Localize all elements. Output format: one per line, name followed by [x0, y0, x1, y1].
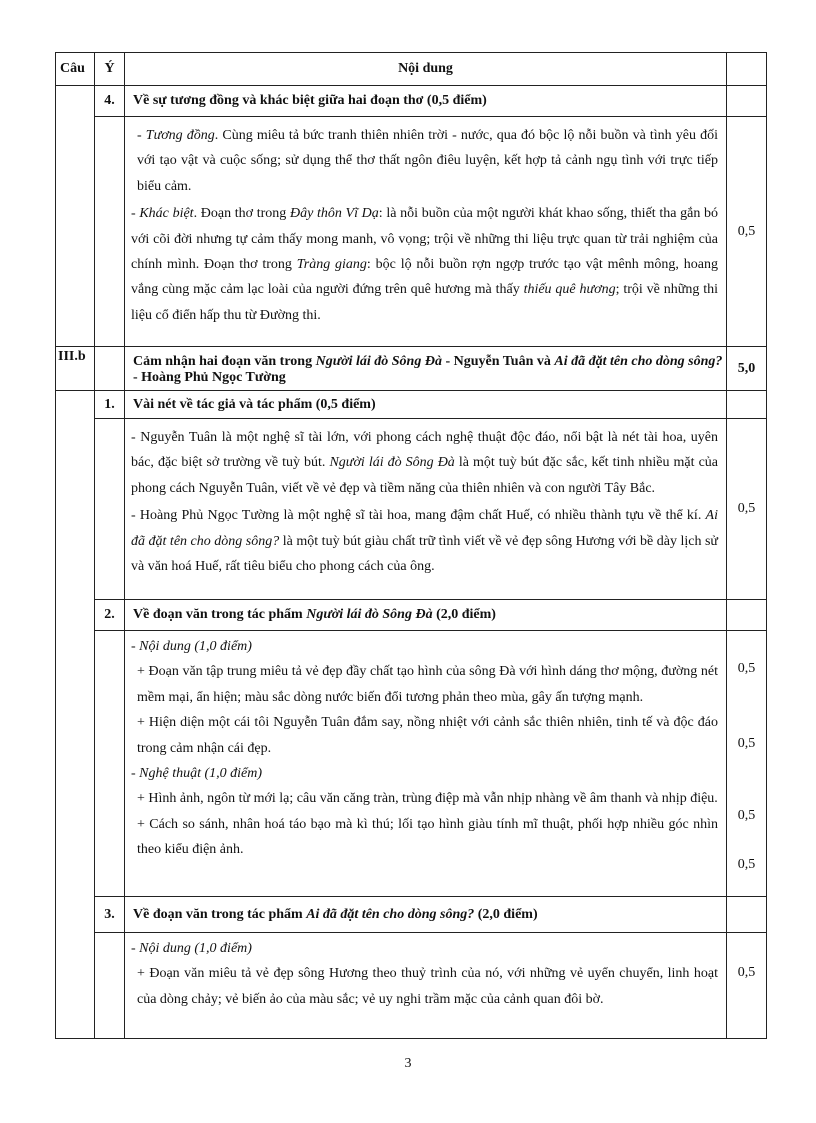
row3-title: [125, 897, 727, 933]
row4-text-2c: : bộc lộ nỗi buồn rợn ngợp trước tạo vật mênh mông, hoang vắng cùng mặc cảm lạc loài của người đứng trên quê hương mà thấy: [131, 257, 718, 298]
row4-title: Về sự tương đồng và khác biệt giữa hai đoạn thơ (0,5 điểm): [125, 86, 727, 117]
row2-title-row: [56, 600, 767, 631]
row2-scores: [727, 631, 767, 897]
row4-work-vi-da: Đây thôn Vĩ Dạ: [289, 206, 379, 222]
section-title-c: - Hoàng Phủ Ngọc Tường: [133, 370, 286, 385]
row3-title-a: Về đoạn văn trong tác phẩm: [133, 906, 307, 922]
header-row: [56, 53, 767, 86]
header-cau: Câu: [56, 53, 95, 86]
row1-work-1: Người lái đò Sông Đà: [329, 455, 455, 471]
row3-score: 0,5: [737, 965, 756, 980]
row2-title: [125, 600, 727, 631]
row1-text-1a: - Nguyễn Tuân là một nghệ sĩ tài lớn, với phong cách nghệ thuật độc đáo, nổi bật là nét tài hoa, uyên bác, đặc biệt sở trường về tuỳ bút.: [131, 430, 718, 471]
row4-label-tuong-dong: Tương đồng: [145, 128, 215, 143]
row2-title-b: (2,0 điểm): [432, 607, 496, 622]
row3-title-b: (2,0 điểm): [474, 906, 538, 922]
row2-content: [125, 631, 727, 897]
row2-score-4: 0,5: [737, 857, 756, 872]
row3-content: [125, 933, 727, 1039]
row1-text-2b: là một tuỳ bút giàu chất trữ tình viết về vẻ đẹp sông Hương với bề dày lịch sử và văn hoá Huế, rất tiêu biểu cho phong cách của ông.: [131, 533, 719, 575]
row1-text-1b: là một tuỳ bút đặc sắc, kết tinh nhiều mặt của phong cách Nguyễn Tuân, viết về vẻ đẹp và tiềm năng của thiên nhiên và con người Tây Bắc.: [131, 455, 718, 496]
row4-content: - Tương đồng. Cùng miêu tả bức tranh thiên nhiên trời - nước, qua đó bộc lộ nỗi buồn và tình yêu đối với tạo vật và cuộc sống; sử dụng thể thơ thất ngôn điêu luyện, kết hợp tả cảnh ngụ tình với trực tiếp biểu cảm. - Khác biệt. Đoạn thơ trong Đây thôn Vĩ Dạ: là nỗi buồn của một người khát khao sống, thiết tha gắn bó với cõi đời nhưng tự cảm thấy mong manh, vô vọng; trội về những thi liệu trực quan từ trải nghiệm của chính mình. Đoạn thơ trong Tràng giang: bộc lộ nỗi buồn rợn ngợp trước tạo vật mênh mông, hoang vắng cùng mặc cảm lạc loài của người đứng trên quê hương mà thấy thiếu quê hương; trội về những thi liệu cổ điển hấp thu từ Đường thi.: [125, 117, 727, 347]
page-number: 3: [404, 1056, 412, 1071]
section-row: [56, 347, 767, 391]
row4-emphasis: thiếu quê hương: [523, 282, 616, 298]
row4-label-khac-biet: Khác biệt: [139, 206, 194, 222]
row2-score-1: 0,5: [737, 661, 756, 676]
grading-table: [55, 52, 767, 1039]
section-title: [125, 347, 727, 391]
row3-content-row: [56, 933, 767, 1039]
row2-score-2: 0,5: [737, 736, 756, 751]
header-y: Ý: [95, 53, 125, 86]
section-title-a: Cảm nhận hai đoạn văn trong: [133, 354, 316, 369]
row4-score: 0,5: [727, 117, 767, 347]
row2-noi-dung-1: + Đoạn văn tập trung miêu tả vẻ đẹp đầy chất tạo hình của sông Đà với hình dáng thơ mộng, đường nét mềm mại, ẩn hiện; màu sắc dòng nước biến đổi tương phản theo mùa, gây ấn tượng mạnh.: [137, 664, 718, 705]
row2-title-a: Về đoạn văn trong tác phẩm: [133, 607, 307, 622]
row3-title-work: Ai đã đặt tên cho dòng sông?: [306, 906, 475, 922]
section-work2: Ai đã đặt tên cho dòng sông?: [554, 354, 723, 369]
row4-work-trang-giang: Tràng giang: [296, 257, 367, 273]
row1-text-2a: - Hoàng Phủ Ngọc Tường là một nghệ sĩ tài hoa, mang đậm chất Huế, có nhiều thành tựu về thể kí.: [131, 508, 706, 524]
row3-number: 3.: [95, 897, 125, 933]
row1-number: 1.: [95, 391, 125, 419]
row1-score: 0,5: [727, 419, 767, 600]
section-cau: III.b: [56, 347, 95, 391]
row4-text-1: . Cùng miêu tả bức tranh thiên nhiên trời - nước, qua đó bộc lộ nỗi buồn và tình yêu đối với tạo vật và cuộc sống; sử dụng thể thơ thất ngôn điêu luyện, kết hợp tả cảnh ngụ tình với trực tiếp biểu cảm.: [137, 128, 718, 194]
header-noi-dung: Nội dung: [125, 53, 727, 86]
row2-nghe-thuat-2: + Cách so sánh, nhân hoá táo bạo mà kì thú; lối tạo hình giàu tính mĩ thuật, phối hợp nhiều góc nhìn theo kiểu điện ảnh.: [137, 816, 718, 858]
row1-title-row: [56, 391, 767, 419]
row2-noi-dung-2: + Hiện diện một cái tôi Nguyễn Tuân đắm say, nồng nhiệt với cảnh sắc thiên nhiên, tinh tế và độc đáo trong cảm nhận cái đẹp.: [137, 715, 718, 756]
row4-text-2b: : là nỗi buồn của một người khát khao sống, thiết tha gắn bó với cõi đời nhưng tự cảm thấy mong manh, vô vọng; trội về những thi liệu trực quan từ trải nghiệm của chính mình. Đoạn thơ trong: [131, 206, 719, 273]
row4-text-2d: ; trội về những thi liệu cổ điển hấp thu từ Đường thi.: [131, 282, 718, 323]
row2-nghe-thuat-label: - Nghệ thuật (1,0 điểm): [131, 766, 263, 782]
row2-content-row: [56, 631, 767, 897]
row2-noi-dung-label: - Nội dung (1,0 điểm): [131, 639, 252, 654]
row3-noi-dung-1: + Đoạn văn miêu tả vẻ đẹp sông Hương theo thuỷ trình của nó, với những vẻ uyển chuyển, linh hoạt của dòng chảy; vẻ biến ảo của màu sắc; vẻ uy nghi trầm mặc của cảnh quan đôi bờ.: [137, 966, 718, 1007]
row4-text-2a: . Đoạn thơ trong: [193, 206, 290, 222]
row1-title: Vài nét về tác giả và tác phẩm (0,5 điểm): [125, 391, 727, 419]
row4-title-row: [56, 86, 767, 117]
section-work1: Người lái đò Sông Đà: [315, 354, 442, 369]
row4-content-row: [56, 117, 767, 347]
section-score: 5,0: [727, 347, 767, 391]
row1-content-row: [56, 419, 767, 600]
row2-number: 2.: [95, 600, 125, 631]
row2-title-work: Người lái đò Sông Đà: [306, 607, 433, 622]
row1-content: [125, 419, 727, 600]
section-title-b: - Nguyễn Tuân và: [441, 354, 555, 369]
row3-scores: [727, 933, 767, 1039]
row2-score-3: 0,5: [737, 808, 756, 823]
row3-title-row: [56, 897, 767, 933]
row1-work-2: Ai đã đặt tên cho dòng sông?: [131, 508, 718, 549]
row2-nghe-thuat-1: + Hình ảnh, ngôn từ mới lạ; câu văn căng tràn, trùng điệp mà vẫn nhịp nhàng về âm thanh và nhịp điệu.: [137, 791, 718, 807]
row4-number: 4.: [95, 86, 125, 117]
row3-noi-dung-label: - Nội dung (1,0 điểm): [131, 941, 252, 956]
